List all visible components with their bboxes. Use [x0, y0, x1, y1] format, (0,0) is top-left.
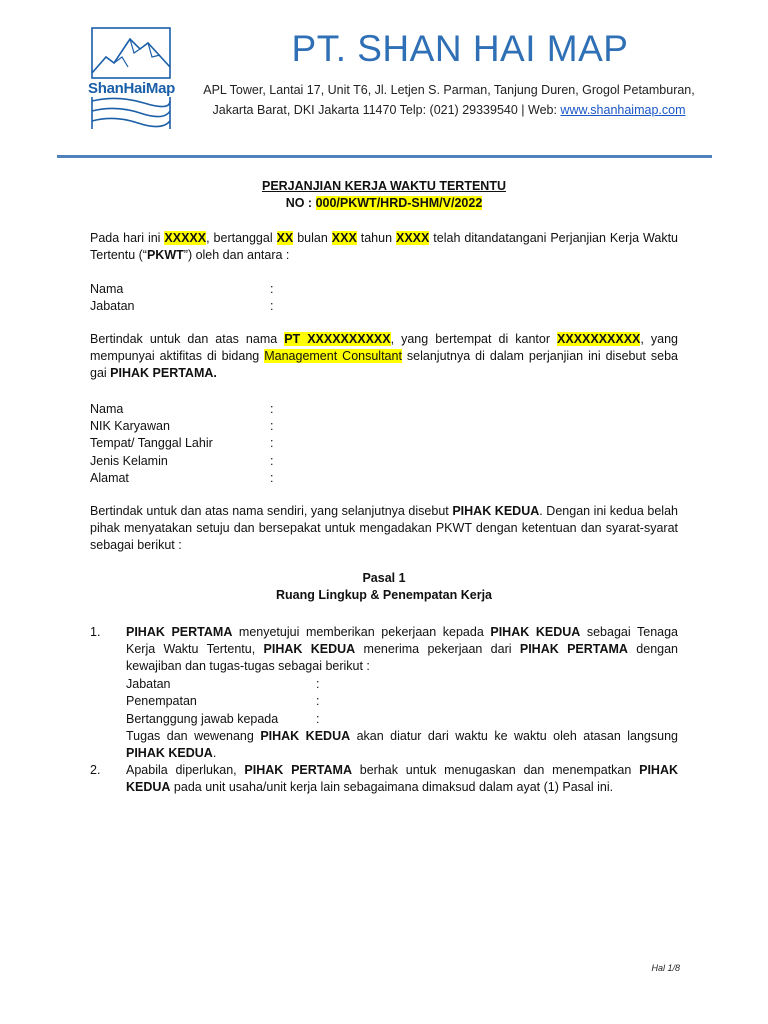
header-divider [57, 155, 712, 158]
list-number: 1. [90, 625, 101, 639]
field-colon: : [270, 282, 274, 296]
company-placeholder: PT XXXXXXXXXX [284, 332, 391, 346]
party2-field-label: Nama [90, 402, 124, 416]
date-placeholder: XX [276, 231, 294, 245]
list-item-2-text: Apabila diperlukan, PIHAK PERTAMA berhak untuk menugaskan dan menempatkan PIHAK KEDUA pada unit usaha/unit kerja lain sebagaimana dimaksud dalam ayat (1) Pasal ini. [126, 763, 679, 794]
list-number: 2. [90, 763, 101, 777]
list-item-1-duties: Tugas dan wewenang PIHAK KEDUA akan diatur dari waktu ke waktu oleh atasan langsung PIHAK KEDUA. [126, 729, 678, 760]
number-value: 000/PKWT/HRD-SHM/V/2022 [315, 196, 483, 210]
day-placeholder: XXXXX [164, 231, 207, 245]
item1-field-label: Jabatan [126, 677, 171, 691]
party2-field-label: Jenis Kelamin [90, 454, 168, 468]
address-phone: 11470 Telp: (021) 29339540 | Web: [362, 103, 561, 117]
party1-paragraph: Bertindak untuk dan atas nama PT XXXXXXXXXX, yang bertempat di kantor XXXXXXXXXX, yang mempunyai aktifitas di bidang Management Consultant selanjutnya di dalam perjanjian ini disebut seba gai PIHAK PERTAMA. [90, 332, 678, 380]
field-colon: : [316, 712, 320, 726]
number-label: NO : [285, 196, 316, 210]
month-placeholder: XXX [331, 231, 357, 245]
party2-paragraph: Bertindak untuk dan atas nama sendiri, yang selanjutnya disebut PIHAK KEDUA. Dengan ini kedua belah pihak menyatakan setuju dan bersepakat untuk mengadakan PKWT dengan ketentuan dan syarat-syarat sebagai berikut : [90, 504, 678, 552]
document-title: PERJANJIAN KERJA WAKTU TERTENTU [261, 179, 506, 193]
address-city: Jakarta Barat, DKI Jakarta [212, 103, 363, 117]
party2-field-label: Tempat/ Tanggal Lahir [90, 436, 213, 450]
party2-field-label: Alamat [90, 471, 129, 485]
document-number [90, 196, 678, 210]
field-colon: : [270, 436, 274, 450]
intro-paragraph: Pada hari ini XXXXX, bertanggal XX bulan XXX tahun XXXX telah ditandatangani Perjanjian Kerja Waktu Tertentu (“PKWT”) oleh dan antara : [90, 231, 678, 262]
website-link[interactable]: www.shanhaimap.com [560, 103, 686, 117]
field-colon: : [270, 471, 274, 485]
office-placeholder: XXXXXXXXXX [557, 332, 641, 346]
field-colon: : [270, 299, 274, 313]
page-number: Hal 1/8 [651, 963, 680, 973]
party2-field-label: NIK Karyawan [90, 419, 170, 433]
field-colon: : [270, 454, 274, 468]
mountain-logo-icon [88, 27, 174, 131]
party1-field-label: Jabatan [90, 299, 135, 313]
address-line-2 [200, 100, 698, 120]
company-name: PT. SHAN HAI MAP [291, 28, 629, 69]
company-address [200, 80, 698, 120]
year-placeholder: XXXX [395, 231, 430, 245]
pasal-subtitle: Ruang Lingkup & Penempatan Kerja [275, 588, 492, 602]
list-item-1-text: PIHAK PERTAMA menyetujui memberikan pekerjaan kepada PIHAK KEDUA sebagai Tenaga Kerja Waktu Tertentu, PIHAK KEDUA menerima pekerjaan dari PIHAK PERTAMA dengan kewajiban dan tugas-tugas sebagai berikut : [126, 625, 679, 673]
field-colon: : [316, 694, 320, 708]
party1-field-label: Nama [90, 282, 124, 296]
field-colon: : [270, 419, 274, 433]
field-colon: : [316, 677, 320, 691]
field-colon: : [270, 402, 274, 416]
item1-field-label: Penempatan [126, 694, 197, 708]
address-line-1: APL Tower, Lantai 17, Unit T6, Jl. Letjen S. Parman, Tanjung Duren, Grogol Petamburan, [203, 83, 695, 97]
business-field-highlight: Management Consultant [264, 349, 402, 363]
item1-field-label: Bertanggung jawab kepada [126, 712, 279, 726]
pasal-title: Pasal 1 [362, 571, 406, 585]
logo-wordmark: ShanHaiMap [88, 80, 176, 97]
